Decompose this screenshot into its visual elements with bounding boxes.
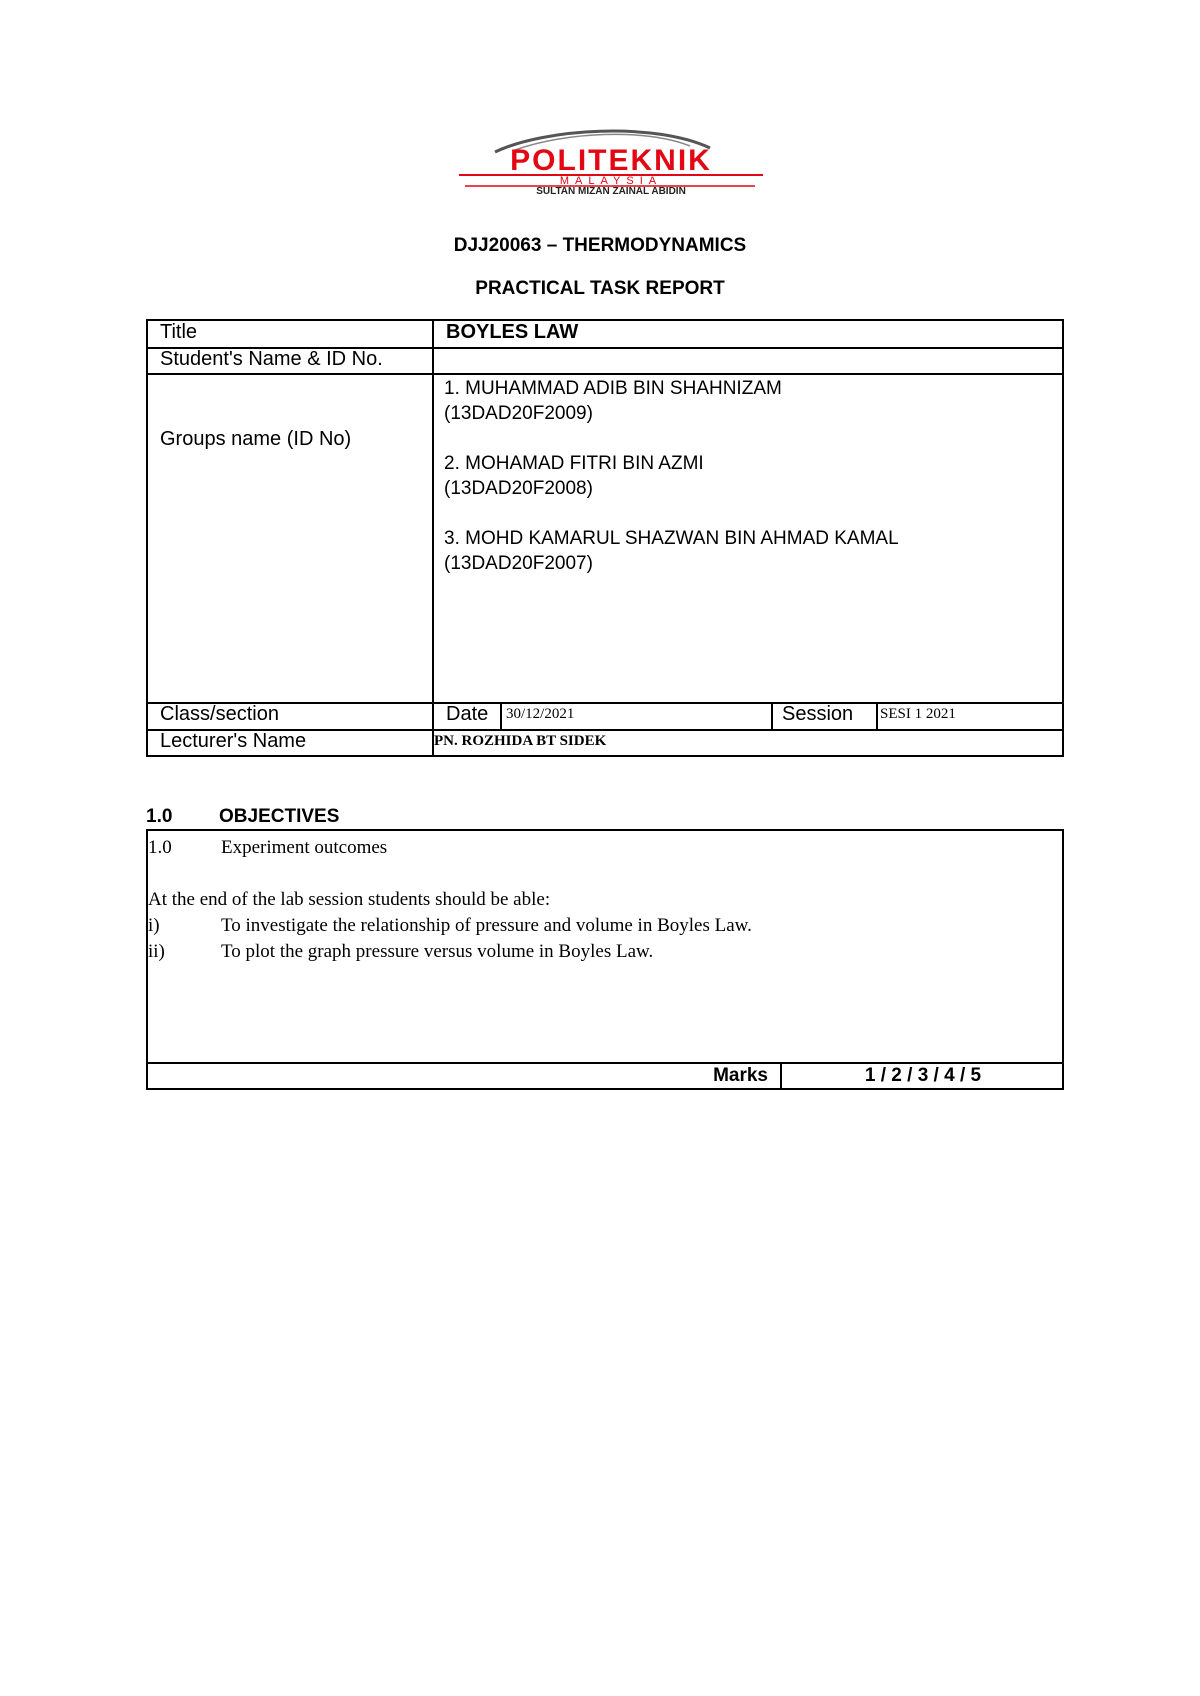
- date-label: Date: [446, 703, 489, 725]
- objectives-text: [148, 835, 752, 965]
- item-text: To plot the graph pressure versus volume in Boyles Law.: [221, 941, 654, 962]
- outcome-heading: [148, 835, 752, 861]
- list-item: [444, 451, 899, 501]
- row-divider: [148, 702, 1062, 704]
- politeknik-logo: [455, 122, 767, 194]
- session-label: Session: [782, 703, 854, 725]
- svg-text:POLITEKNIK: POLITEKNIK: [510, 144, 712, 177]
- group-members-list: [444, 376, 899, 601]
- member-id: (13DAD20F2007): [444, 553, 593, 574]
- outcome-label: Experiment outcomes: [221, 837, 388, 858]
- outcome-number: 1.0: [148, 837, 172, 858]
- objectives-intro: At the end of the lab session students should be able:: [148, 889, 551, 910]
- column-divider: [500, 702, 502, 729]
- spacer: [148, 861, 752, 887]
- student-label: Student's Name & ID No.: [160, 348, 383, 370]
- marks-scale: 1 / 2 / 3 / 4 / 5: [864, 1065, 982, 1086]
- column-divider: [771, 702, 773, 729]
- member-name: 2. MOHAMAD FITRI BIN AZMI: [444, 453, 704, 474]
- item-number: ii): [148, 941, 165, 962]
- marks-label: Marks: [713, 1065, 768, 1086]
- svg-text:SULTAN MIZAN ZAINAL ABIDIN: SULTAN MIZAN ZAINAL ABIDIN: [536, 186, 686, 194]
- member-name: 1. MUHAMMAD ADIB BIN SHAHNIZAM: [444, 378, 782, 399]
- list-item: [444, 376, 899, 426]
- member-name: 3. MOHD KAMARUL SHAZWAN BIN AHMAD KAMAL: [444, 528, 899, 549]
- marks-divider: [148, 1062, 1062, 1064]
- objectives-box: [146, 829, 1064, 1090]
- member-id: (13DAD20F2008): [444, 478, 593, 499]
- objectives-heading: [146, 806, 339, 828]
- title-label: Title: [160, 321, 198, 343]
- list-item: [444, 526, 899, 576]
- list-item: [148, 939, 752, 965]
- lecturer-value: PN. ROZHIDA BT SIDEK: [434, 733, 607, 749]
- section-title: OBJECTIVES: [219, 806, 340, 827]
- groups-label: Groups name (ID No): [160, 428, 352, 450]
- report-info-table: [146, 319, 1064, 757]
- item-number: i): [148, 915, 160, 936]
- column-divider: [876, 702, 878, 729]
- column-divider: [432, 321, 434, 755]
- date-value: 30/12/2021: [506, 706, 575, 722]
- row-divider: [148, 373, 1062, 375]
- member-id: (13DAD20F2009): [444, 403, 593, 424]
- item-text: To investigate the relationship of pressure and volume in Boyles Law.: [221, 915, 752, 936]
- course-title: DJJ20063 – THERMODYNAMICS: [453, 235, 747, 256]
- session-value: SESI 1 2021: [880, 706, 956, 722]
- section-number: 1.0: [146, 806, 173, 827]
- title-value: BOYLES LAW: [446, 321, 579, 343]
- lecturer-label: Lecturer's Name: [160, 730, 307, 752]
- class-label: Class/section: [160, 703, 279, 725]
- list-item: [148, 913, 752, 939]
- report-title: PRACTICAL TASK REPORT: [475, 278, 725, 299]
- svg-text:MALAYSIA: MALAYSIA: [559, 175, 663, 187]
